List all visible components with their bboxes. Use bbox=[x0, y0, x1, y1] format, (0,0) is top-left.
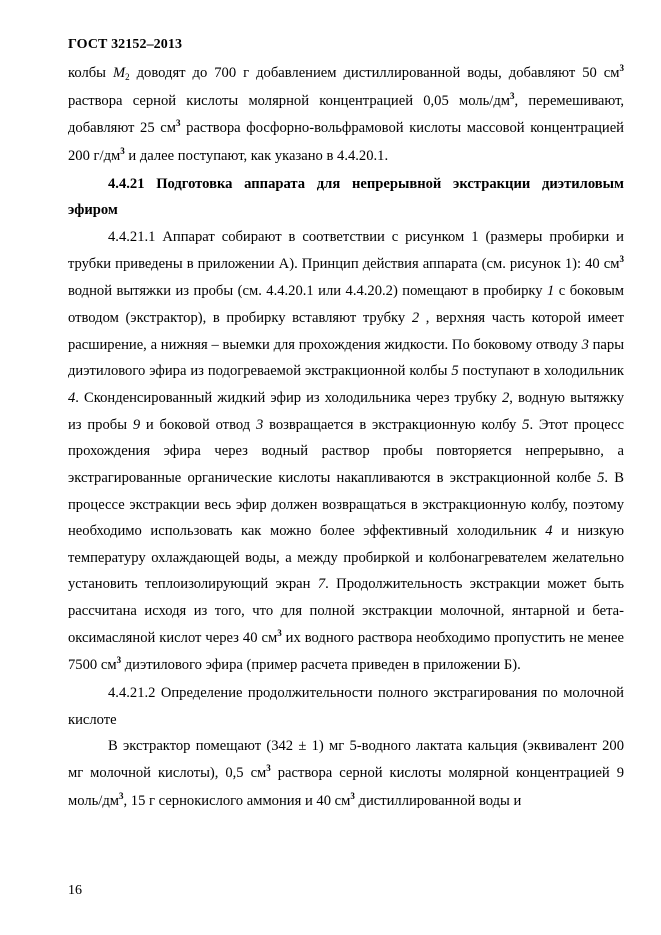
paragraph-continuation: колбы $М_2$ доводят до 700 г добавлением дистиллированной воды, добавляют 50 $см^3$ раствора серной кислоты молярной концентрацией 0,05 моль/$дм^3$, перемешивают, добавляют 25 $см^3$ раствора фосфорно-вольфрамовой кислоты массовой концентрацией 200 $г/дм^3$ и далее поступают, как указано в 4.4.20.1. bbox=[68, 63, 625, 164]
section-heading-4-4-21: 4.4.21 Подготовка аппарата для непрерывной экстракции диэтиловым эфиром bbox=[68, 175, 624, 219]
document-header: ГОСТ 32152–2013 bbox=[68, 37, 183, 52]
paragraph-procedure: В экстрактор помещают (342 ± 1) мг 5-водного лактата кальция (эквивалент 200 мг молочной кислоты), 0,5 $см^3$ раствора серной кислоты молярной концентрацией 9 моль/$дм^3$, 15 г сернокислого аммония и 40 $см^3$ дистиллированной воды и bbox=[68, 738, 625, 809]
document-body bbox=[68, 60, 624, 815]
paragraph-4-4-21-2-heading: 4.4.21.2 Определение продолжительности полного экстрагирования по молочной кислоте bbox=[68, 685, 624, 728]
page-number: 16 bbox=[68, 883, 82, 898]
paragraph-4-4-21-1: 4.4.21.1 Аппарат собирают в соответствии с рисунком 1 (размеры пробирки и трубки приведены в приложении А). Принцип действия аппарата (см. рисунок 1): 40 $см^3$ водной вытяжки из пробы (см. 4.4.20.1 или 4.4.20.2) помещают в пробирку 1 с боковым отводом (экстрактор), в пробирку вставляют трубку 2 , верхняя часть которой имеет расширение, а нижняя – выемки для прохождения жидкости. По боковому отводу 3 пары диэтилового эфира из подогреваемой экстракционной колбы 5 поступают в холодильник 4. Сконденсированный жидкий эфир из холодильника через трубку 2, водную вытяжку из пробы 9 и боковой отвод 3 возвращается в экстракционную колбу 5. Этот процесс прохождения эфира через водный раствор пробы повторяется непрерывно, а экстрагированные органические кислоты накапливаются в экстракционной колбе 5. В процессе экстракции весь эфир должен возвращаться в экстракционную колбу, поэтому необходимо использовать как можно более эффективный холодильник 4 и низкую температуру охлаждающей воды, а между пробиркой и колбонагревателем желательно установить теплоизолирующий экран 7. Продолжительность экстракции может быть рассчитана исходя из того, что для полной экстракции молочной, янтарной и бета-оксимасляной кислот через 40 $см^3$ их водного раствора необходимо пропустить не менее 7500 $см^3$ диэтилового эфира (пример расчета приведен в приложении Б). bbox=[68, 228, 625, 674]
